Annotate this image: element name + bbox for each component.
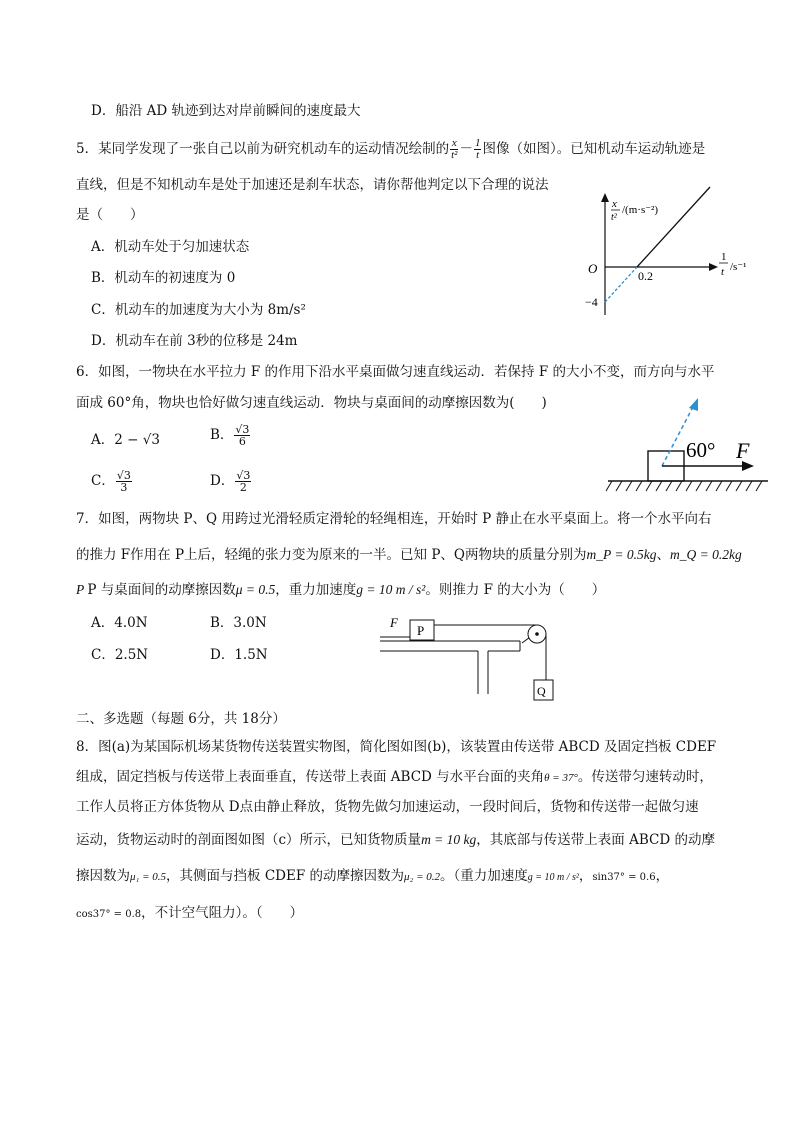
q7-g: g = 10 m / s² — [356, 582, 426, 597]
q8-text-d: ，其底部与传送带上表面 ABCD 的动摩 — [476, 832, 715, 848]
q7-stem-line3: P P 与桌面间的动摩擦因数μ = 0.5，重力加速度g = 10 m / s²。则推力 F 的大小为（ ） — [76, 582, 606, 598]
y-label-den: t² — [611, 212, 617, 223]
q8-text-e: 擦因数为 — [76, 868, 130, 884]
graph-line — [637, 187, 710, 267]
dashed-extension — [605, 267, 637, 302]
q7-option-d: D．1.5N — [210, 647, 268, 663]
block-p-label: P — [417, 623, 425, 638]
option-fraction — [235, 470, 251, 493]
q6-option-a — [91, 430, 160, 450]
q8-text-c: 运动，货物运动时的剖面图如图（c）所示，已知货物质量 — [76, 832, 422, 848]
q5-graph — [580, 185, 760, 325]
q5-text-b: 图像（如图）。已知机动车运动轨迹是 — [482, 141, 706, 157]
q8-mass: m = 10 kg — [421, 832, 477, 847]
q5-stem-line1 — [76, 138, 705, 161]
x-label-den: t — [721, 266, 725, 278]
q5-option-c: C．机动车的加速度为大小为 8m/s² — [91, 302, 306, 318]
x-tick-label: 0.2 — [638, 269, 653, 283]
q7-stem-line1: 7．如图，两物块 P、Q 用跨过光滑轻质定滑轮的轻绳相连，开始时 P 静止在水平桌面上。将一个水平向右 — [76, 511, 712, 527]
q6-option-b — [210, 424, 251, 447]
q6-figure — [602, 395, 774, 497]
frac-num: √3 — [116, 469, 131, 482]
q5-fraction-x-t2 — [450, 138, 458, 161]
frac-den: 6 — [238, 435, 246, 448]
q7-separator: 、 — [656, 547, 670, 563]
force-label: F — [736, 438, 750, 463]
frac-num: √3 — [236, 469, 251, 482]
q7-option-b: B．3.0N — [210, 615, 267, 631]
q5-text-a: 5．某同学发现了一张自己以前为研究机动车的运动情况绘制的 — [76, 141, 450, 157]
y-tick-label: −4 — [585, 295, 598, 309]
q8-theta: θ = 37° — [544, 772, 578, 784]
option-label: C． — [91, 473, 115, 489]
option-label: B． — [210, 427, 234, 443]
option-value: 2 − √3 — [114, 432, 160, 448]
frac-den: 3 — [120, 481, 128, 494]
option-fraction — [234, 424, 250, 447]
q8-stem-line6 — [76, 903, 303, 925]
q8-stem-line1: 8．图(a)为某国际机场某货物传送装置实物图，简化图如图(b)，该装置由传送带 ABCD 及固定挡板 CDEF — [76, 739, 717, 755]
q6-option-c — [91, 470, 133, 493]
q6-stem-line2: 面成 60°角，物块也恰好做匀速直线运动．物块与桌面间的动摩擦因数为( ) — [76, 395, 547, 411]
q7-figure — [372, 610, 564, 705]
option-label: D． — [210, 473, 235, 489]
q5-option-d: D．机动车在前 3秒的位移是 24m — [91, 333, 298, 349]
q7-text-a: 的推力 F作用在 P上后，轻绳的张力变为原来的一半。已知 P、Q两物块的质量分别为 — [76, 547, 587, 563]
y-label-num: x — [612, 198, 617, 210]
q5-stem-line3: 是（ ） — [76, 207, 144, 223]
pulley-axle — [535, 632, 539, 636]
q7-text-d: 。则推力 F 的大小为（ ） — [425, 582, 606, 598]
frac-num: √3 — [235, 423, 250, 436]
q8-mu2: μ₂ = 0.2 — [404, 871, 441, 883]
q7-option-c: C．2.5N — [91, 647, 149, 663]
q7-mu: μ = 0.5 — [235, 582, 276, 597]
x-axis-arrow — [709, 263, 718, 271]
y-label-unit: /(m·s⁻²) — [622, 204, 658, 216]
q8-stem-line5: 擦因数为μ₁ = 0.5，其侧面与挡板 CDEF 的动摩擦因数为μ₂ = 0.2。（重力加速度g = 10 m / s²，sin37° = 0.6， — [76, 868, 670, 884]
q7-mass-p: m_P = 0.5kg — [586, 547, 657, 562]
section-title-multiple-choice: 二、多选题（每题 6分，共 18分） — [76, 711, 286, 727]
q6-stem-line1: 6．如图，一物块在水平拉力 F 的作用下沿水平桌面做匀速直线运动．若保持 F 的大小不变，而方向与水平 — [76, 364, 715, 380]
q8-text-h: ，不计空气阻力）。（ ） — [141, 905, 304, 921]
q8-text-f: ，其侧面与挡板 CDEF 的动摩擦因数为 — [166, 868, 404, 884]
q8-text-a: 组成，固定挡板与传送带上表面垂直，传送带上表面 ABCD 与水平台面的夹角 — [76, 769, 545, 785]
q8-text-b: 。传送带匀速转动时， — [577, 769, 713, 785]
q5-fraction-1-t — [474, 138, 482, 161]
frac-num: x — [451, 137, 457, 149]
q8-sin: sin37° = 0.6 — [592, 872, 656, 883]
q8-stem-line2 — [76, 767, 713, 788]
q8-g: g = 10 m / s² — [527, 872, 579, 883]
q7-option-a: A．4.0N — [91, 615, 148, 631]
q7-mass-q: m_Q = 0.2kg — [669, 547, 742, 562]
block-q-label: Q — [537, 684, 546, 698]
frac-num: 1 — [474, 137, 481, 149]
frac-den: 2 — [239, 481, 247, 494]
q5-option-b: B．机动车的初速度为 0 — [91, 270, 236, 286]
option-fraction — [116, 470, 132, 493]
q8-stem-line3: 工作人员将正方体货物从 D点由静止释放，货物先做匀加速运动，一段时间后，货物和传送带一起做匀速 — [76, 799, 699, 815]
q6-option-d — [210, 470, 252, 493]
y-axis-arrow — [601, 193, 609, 202]
angle-label: 60° — [686, 438, 716, 462]
option-label: A． — [91, 432, 115, 448]
q8-cos: cos37° = 0.8 — [76, 909, 142, 920]
push-force-label: F — [390, 615, 398, 630]
q5-minus: － — [459, 141, 473, 157]
frac-den: t² — [451, 149, 458, 161]
origin-label: O — [588, 261, 598, 276]
x-label-num: 1 — [721, 251, 727, 263]
ground-hatching — [606, 481, 762, 491]
q8-text-g: 。（重力加速度 — [440, 868, 528, 884]
q8-mu1: μ₁ = 0.5 — [130, 871, 167, 883]
q8-stem-line4 — [76, 830, 715, 850]
q5-stem-line2: 直线，但是不知机动车是处于加速还是刹车状态，请你帮他判定以下合理的说法 — [76, 177, 549, 193]
q7-text-c: ，重力加速度 — [275, 582, 357, 598]
q4-option-d: D．船沿 AD 轨迹到达对岸前瞬间的速度最大 — [91, 103, 361, 119]
x-label-unit: /s⁻¹ — [730, 261, 747, 273]
q7-text-b: P 与桌面间的动摩擦因数 — [87, 582, 236, 598]
frac-den: t — [476, 149, 480, 161]
q5-option-a: A．机动车处于匀加速状态 — [91, 239, 250, 255]
q7-stem-line2 — [76, 545, 742, 565]
tilted-force-arrow — [689, 398, 698, 411]
